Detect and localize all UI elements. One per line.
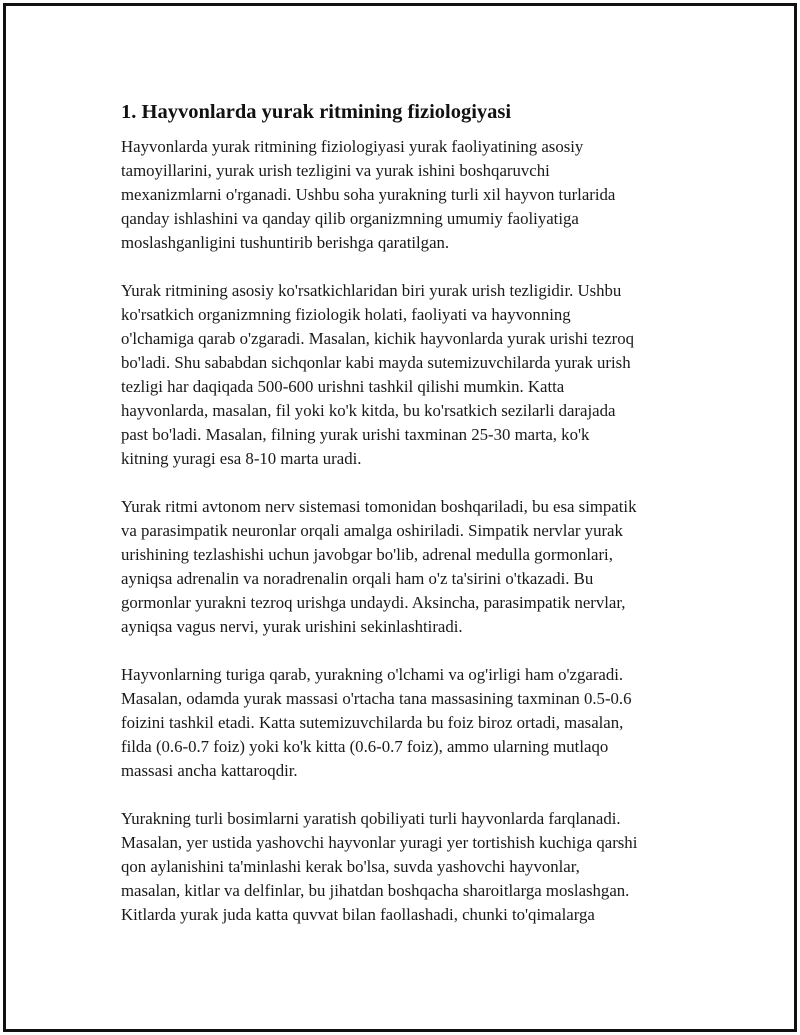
text-line: Yurak ritmi avtonom nerv sistemasi tomonidan boshqariladi, bu esa simpatik <box>121 497 637 516</box>
text-line: Kitlarda yurak juda katta quvvat bilan faollashadi, chunki to'qimalarga <box>121 905 595 924</box>
text-line: mexanizmlarni o'rganadi. Ushbu soha yurakning turli xil hayvon turlarida <box>121 185 616 204</box>
text-line: Masalan, odamda yurak massasi o'rtacha tana massasining taxminan 0.5-0.6 <box>121 689 632 708</box>
text-line: va parasimpatik neuronlar orqali amalga oshiriladi. Simpatik nervlar yurak <box>121 521 623 540</box>
page-frame <box>3 3 797 1032</box>
text-line: tezligi har daqiqada 500-600 urishni tashkil qilishi mumkin. Katta <box>121 377 565 396</box>
text-line: ayniqsa vagus nervi, yurak urishini sekinlashtiradi. <box>121 617 463 636</box>
text-line: filda (0.6-0.7 foiz) yoki ko'k kitta (0.6-0.7 foiz), ammo ularning mutlaqo <box>121 737 609 756</box>
text-line: masalan, kitlar va delfinlar, bu jihatdan boshqacha sharoitlarga moslashgan. <box>121 881 630 900</box>
text-line: moslashganligini tushuntirib berishga qaratilgan. <box>121 233 450 252</box>
text-line: ko'rsatkich organizmning fiziologik holati, faoliyati va hayvonning <box>121 305 571 324</box>
text-line: Hayvonlarda yurak ritmining fiziologiyasi yurak faoliyatining asosiy <box>121 137 584 156</box>
text-line: qon aylanishini ta'minlashi kerak bo'lsa, suvda yashovchi hayvonlar, <box>121 857 580 876</box>
paragraph-heart-rate <box>121 279 711 471</box>
text-line: bo'ladi. Shu sababdan sichqonlar kabi mayda sutemizuvchilarda yurak urish <box>121 353 631 372</box>
text-line: gormonlar yurakni tezroq urishga undaydi. Aksincha, parasimpatik nervlar, <box>121 593 626 612</box>
paragraph-nervous-control <box>121 495 711 639</box>
paragraph-heart-mass <box>121 663 711 783</box>
text-line: Masalan, yer ustida yashovchi hayvonlar yuragi yer tortishish kuchiga qarshi <box>121 833 638 852</box>
document-body <box>121 98 711 951</box>
paragraph-intro <box>121 135 711 255</box>
text-line: Yurak ritmining asosiy ko'rsatkichlaridan biri yurak urish tezligidir. Ushbu <box>121 281 622 300</box>
section-heading: 1. Hayvonlarda yurak ritmining fiziologiyasi <box>121 101 512 123</box>
text-line: massasi ancha kattaroqdir. <box>121 761 298 780</box>
text-line: hayvonlarda, masalan, fil yoki ko'k kitda, bu ko'rsatkich sezilarli darajada <box>121 401 616 420</box>
text-line: tamoyillarini, yurak urish tezligini va yurak ishini boshqaruvchi <box>121 161 550 180</box>
text-line: Hayvonlarning turiga qarab, yurakning o'lchami va og'irligi ham o'zgaradi. <box>121 665 624 684</box>
text-line: ayniqsa adrenalin va noradrenalin orqali ham o'z ta'sirini o'tkazadi. Bu <box>121 569 594 588</box>
text-line: o'lchamiga qarab o'zgaradi. Masalan, kichik hayvonlarda yurak urishi tezroq <box>121 329 635 348</box>
text-line: Yurakning turli bosimlarni yaratish qobiliyati turli hayvonlarda farqlanadi. <box>121 809 621 828</box>
text-line: kitning yuragi esa 8-10 marta uradi. <box>121 449 362 468</box>
text-line: past bo'ladi. Masalan, filning yurak urishi taxminan 25-30 marta, ko'k <box>121 425 590 444</box>
text-line: urishining tezlashishi uchun javobgar bo'lib, adrenal medulla gormonlari, <box>121 545 613 564</box>
paragraph-pressure <box>121 807 711 927</box>
text-line: qanday ishlashini va qanday qilib organizmning umumiy faoliyatiga <box>121 209 579 228</box>
text-line: foizini tashkil etadi. Katta sutemizuvchilarda bu foiz biroz ortadi, masalan, <box>121 713 624 732</box>
